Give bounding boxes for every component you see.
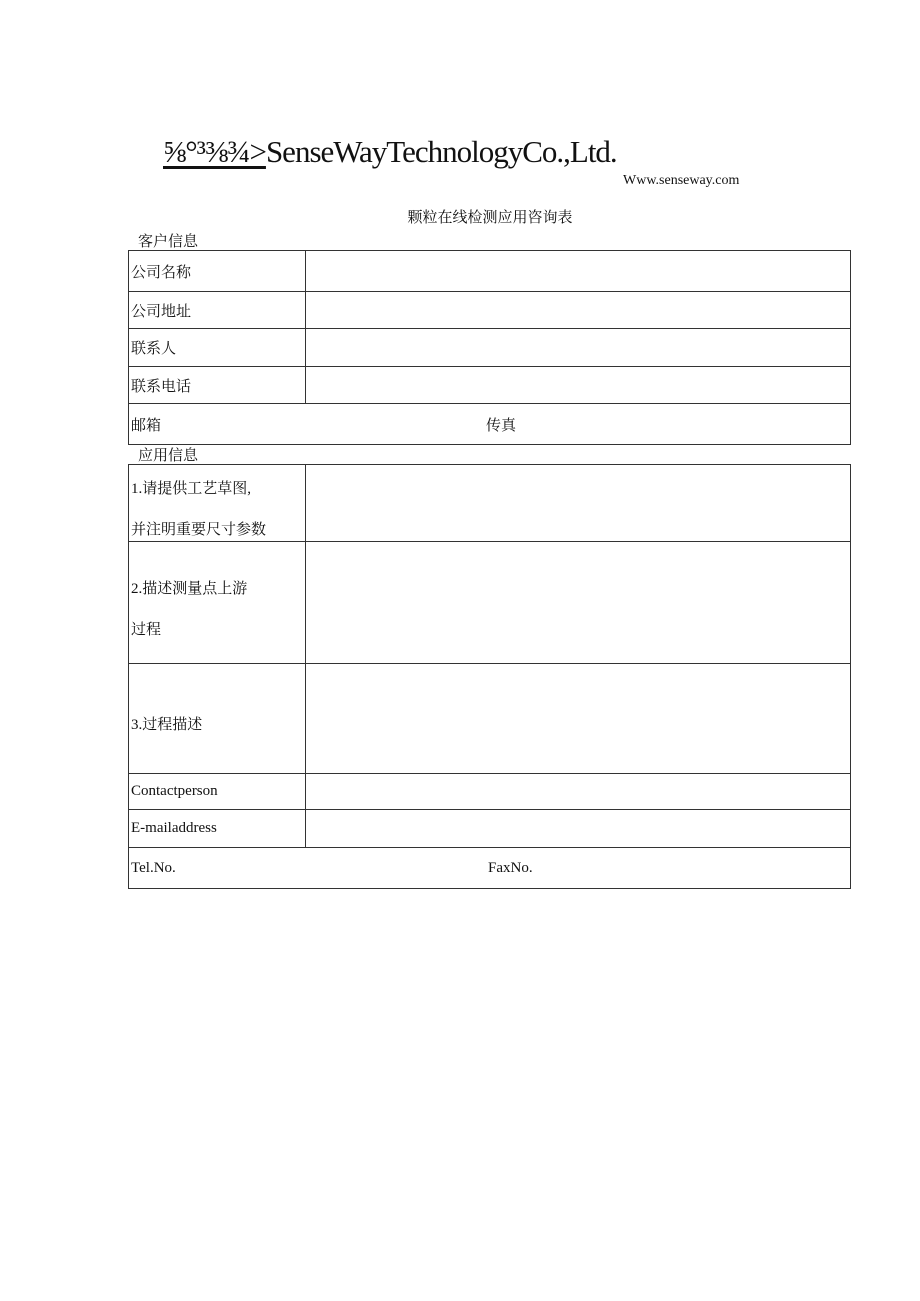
email-fax-cell[interactable]	[129, 404, 851, 445]
application-info-table	[128, 464, 851, 889]
fax-label: 传真	[486, 417, 517, 434]
table-row	[129, 810, 851, 848]
table-row	[129, 329, 851, 367]
website-url: Www.senseway.com	[623, 173, 740, 188]
company-english-name: SenseWayTechnologyCo.,Ltd.	[265, 134, 617, 169]
process-description-field[interactable]	[306, 664, 851, 774]
company-name-label: 公司名称	[129, 251, 306, 292]
table-row	[129, 465, 851, 542]
process-sketch-line1: 1.请提供工艺草图,	[131, 481, 252, 497]
upstream-process-label	[129, 542, 306, 664]
contact-person-label: Contactperson	[129, 774, 306, 810]
phone-field[interactable]	[306, 367, 851, 404]
company-name-field[interactable]	[306, 251, 851, 292]
table-row	[129, 664, 851, 774]
application-section-label: 应用信息	[138, 446, 199, 464]
tel-fax-cell[interactable]	[129, 848, 851, 889]
form-title: 颗粒在线检测应用咨询表	[407, 208, 573, 226]
email-address-field[interactable]	[306, 810, 851, 848]
email-address-label: E-mailaddress	[129, 810, 306, 848]
process-description-text: 3.过程描述	[131, 717, 203, 733]
process-sketch-label	[129, 465, 306, 542]
fax-no-label: FaxNo.	[488, 859, 533, 876]
table-row	[129, 251, 851, 292]
process-description-label	[129, 664, 306, 774]
customer-info-table	[128, 250, 851, 445]
company-header	[163, 134, 617, 170]
process-sketch-line2: 并注明重要尺寸参数	[131, 522, 267, 538]
table-row	[129, 367, 851, 404]
contact-field[interactable]	[306, 329, 851, 367]
table-row	[129, 774, 851, 810]
contact-label: 联系人	[129, 329, 306, 367]
table-row	[129, 292, 851, 329]
table-row	[129, 542, 851, 664]
tel-no-label: Tel.No.	[131, 859, 176, 876]
process-sketch-field[interactable]	[306, 465, 851, 542]
upstream-process-line1: 2.描述测量点上游	[131, 580, 248, 597]
phone-label: 联系电话	[129, 367, 306, 404]
contact-person-field[interactable]	[306, 774, 851, 810]
customer-section-label: 客户信息	[138, 232, 199, 250]
upstream-process-line2: 过程	[131, 621, 162, 638]
email-label: 邮箱	[131, 417, 162, 434]
table-row	[129, 848, 851, 889]
table-row	[129, 404, 851, 445]
upstream-process-field[interactable]	[306, 542, 851, 664]
company-address-label: 公司地址	[129, 292, 306, 329]
company-address-field[interactable]	[306, 292, 851, 329]
header-garbled-prefix: ⅝°³⅜¾>	[163, 134, 266, 169]
